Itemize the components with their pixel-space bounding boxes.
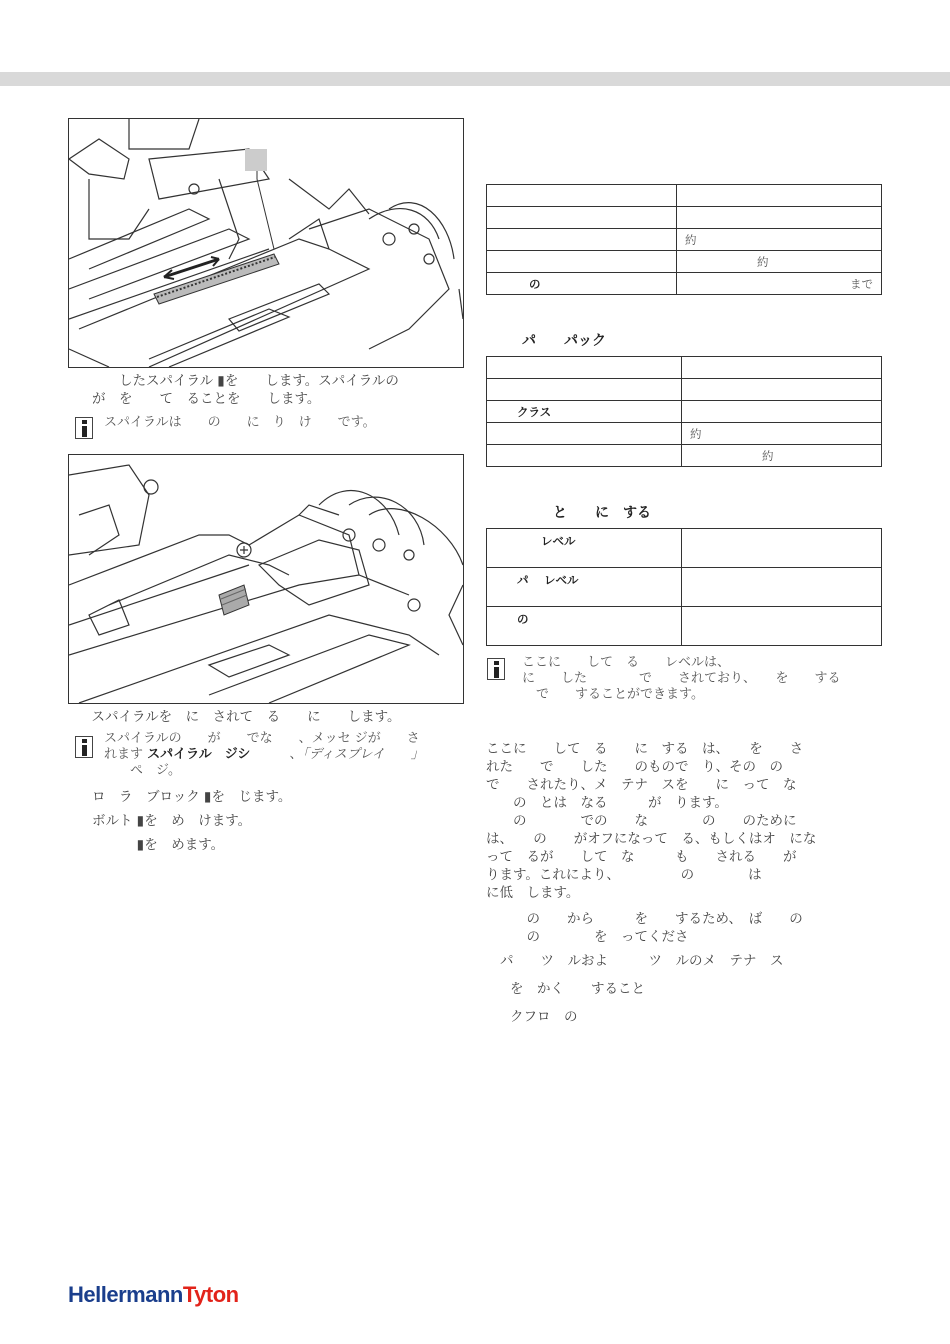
- note-noise-line2: に した で されており、 を する: [522, 671, 841, 686]
- paragraph-1-line4: の とは なる が ります。: [486, 795, 728, 811]
- fig1-caption-line1: したスパイラル ▮を します。スパイラルの: [92, 373, 399, 389]
- section-heading-noise: と に する: [553, 505, 651, 521]
- table-row: [487, 185, 882, 207]
- note-spiral-position-line2: れます スパイラル ジシ 、「ディスプレイ 」: [104, 747, 424, 762]
- table-row: [487, 357, 882, 379]
- step-close-cover: ▮を めます。: [92, 837, 225, 853]
- paragraph-2-line4: ります。これにより、 の は: [486, 867, 762, 883]
- note-spiral-position-line1: スパイラルの が でな 、メッセ ジが さ: [104, 731, 420, 746]
- paragraph-2-line5: に低 します。: [486, 885, 580, 901]
- bullet-item: を かく すること: [510, 981, 645, 997]
- fig1-caption-line2: が を て ることを します。: [92, 391, 321, 407]
- bullet-item: クフロ の: [510, 1009, 578, 1025]
- note-noise-line1: ここに して る レベルは、: [522, 655, 731, 670]
- paragraph-1-line1: ここに して る に する は、 を さ: [486, 741, 804, 757]
- table-row: レベル: [487, 529, 882, 568]
- table-row: パ レベル: [487, 568, 882, 607]
- spec-table-2: [486, 356, 882, 467]
- table-row: の: [487, 607, 882, 646]
- step-fasten-bolt: ボルト ▮を め けます。: [92, 813, 252, 829]
- paragraph-2-line1: の での な の のために: [486, 813, 797, 829]
- info-icon: [487, 658, 505, 680]
- table-row: 約: [487, 251, 882, 273]
- note-spiral-position-line3: ペ ジ。: [104, 763, 181, 778]
- section-heading-battery: パ パック: [522, 333, 606, 349]
- machine-illustration-1: [69, 119, 463, 367]
- fig2-caption: スパイラルを に されて る に します。: [78, 709, 401, 725]
- paragraph-3-line2: の を ってくださ: [486, 929, 689, 945]
- paragraph-2-line3: って るが して な も される が: [486, 849, 797, 865]
- paragraph-1-line3: で されたり、メ テナ スを に って な: [486, 777, 797, 793]
- paragraph-2-line2: は、 の がオフになって る、もしくはオ にな: [486, 831, 817, 847]
- step-close-roller-block: ロ ラ ブロック ▮を じます。: [92, 789, 292, 805]
- paragraph-1-line2: れた で した のもので り、その の: [486, 759, 783, 775]
- bullet-item: パ ツ ルおよ ツ ルのメ テナ ス: [500, 953, 784, 969]
- table-row: 約: [487, 229, 882, 251]
- hellermanntyton-logo: HellermannTyton: [68, 1282, 239, 1307]
- note-noise-line3: で することができます。: [510, 687, 704, 702]
- table-row: [487, 207, 882, 229]
- spec-table-1: [486, 184, 882, 295]
- table-row: [487, 379, 882, 401]
- info-icon: [75, 417, 93, 439]
- header-bar: [0, 72, 950, 86]
- paragraph-3-line1: の から を するため、 ば の: [486, 911, 803, 927]
- table-row: 約: [487, 445, 882, 467]
- table-row: 約: [487, 423, 882, 445]
- info-icon: [75, 736, 93, 758]
- spec-table-3: [486, 528, 882, 646]
- machine-illustration-2: [69, 455, 463, 703]
- table-row: クラス: [487, 401, 882, 423]
- figure-spiral-position: [68, 454, 464, 704]
- figure-spiral-insert: [68, 118, 464, 368]
- table-row: の まで: [487, 273, 882, 295]
- note-spiral-fit: スパイラルは の に り け です。: [104, 415, 376, 430]
